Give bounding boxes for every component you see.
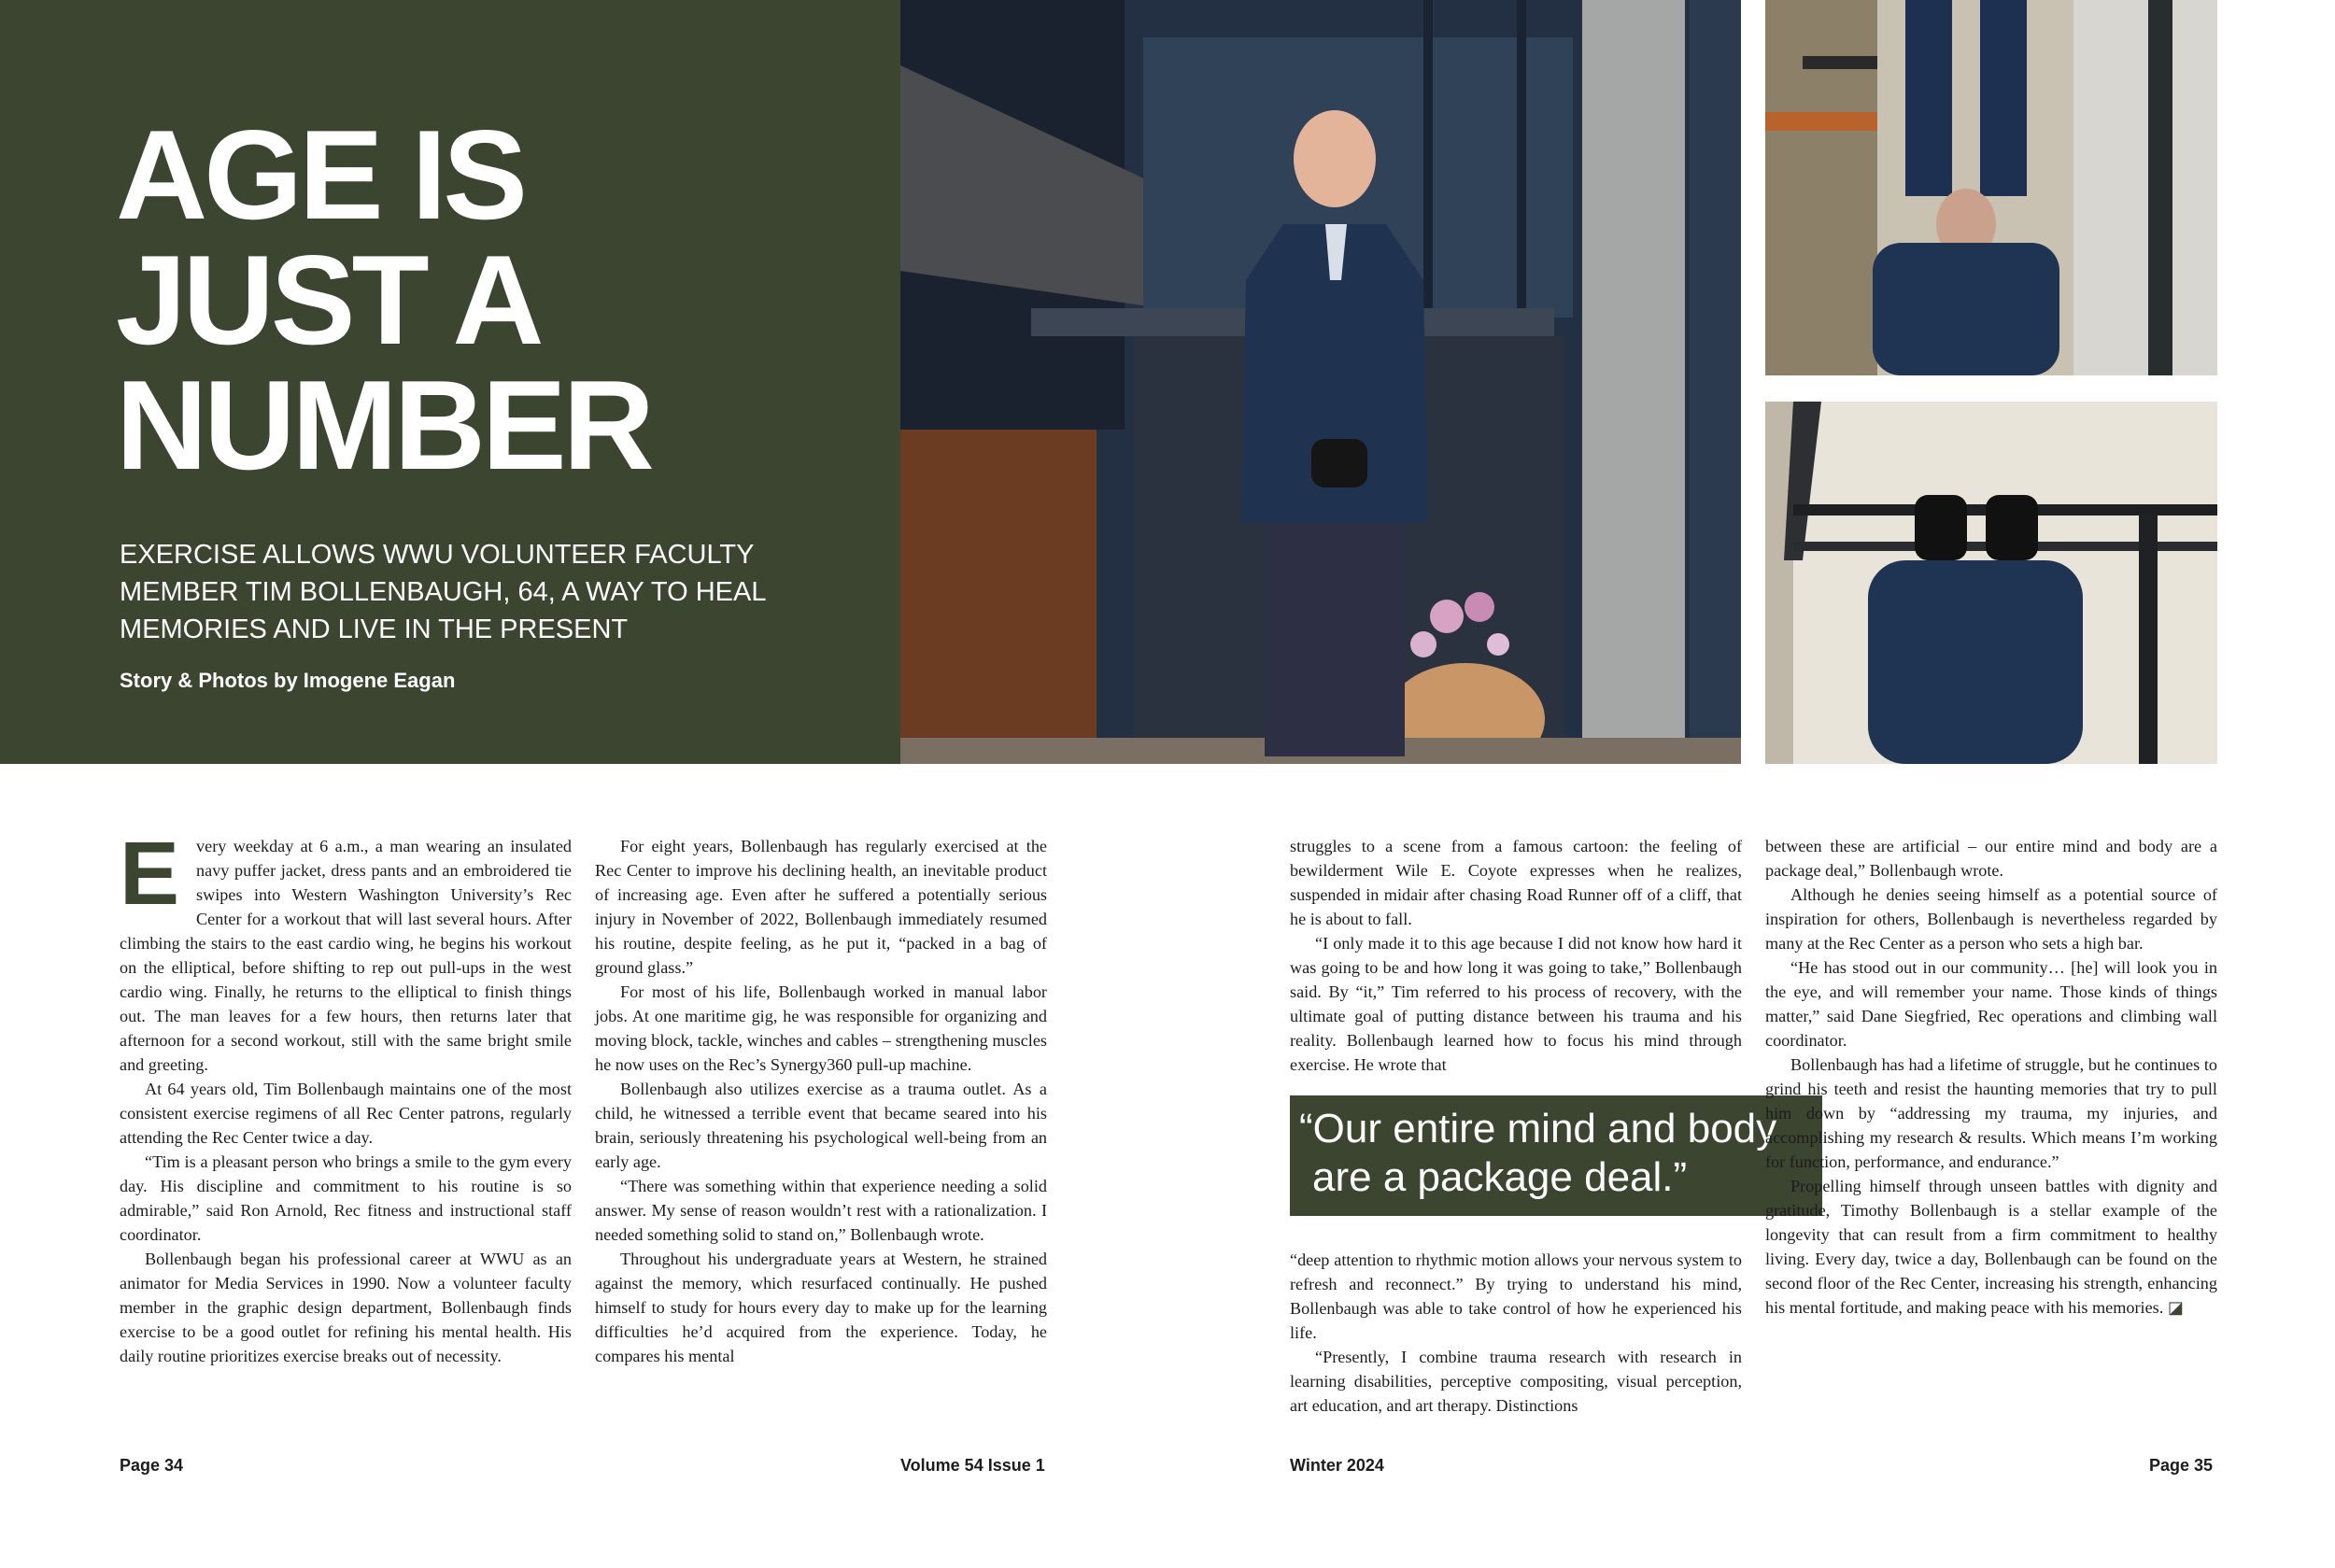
end-mark-icon: ◪	[2167, 1298, 2185, 1317]
pullup-photo-bottom	[1765, 402, 2217, 764]
article-column-2	[595, 834, 1047, 1368]
headline-line-1: AGE IS	[116, 104, 524, 246]
paragraph-final	[1765, 1174, 2217, 1320]
pull-quote-line-1: “Our entire mind and body	[1299, 1106, 1777, 1151]
paragraph: “Presently, I combine trauma research with research in learning disabilities, perceptive compositing, visual perception, art education, and art therapy. Distinctions	[1290, 1348, 1742, 1415]
article-column-1	[120, 824, 572, 1368]
paragraph: Bollenbaugh also utilizes exercise as a trauma outlet. As a child, he witnessed a terrible event that became seared into his brain, seriously threatening his psychological well-being from an early age.	[595, 1080, 1047, 1171]
paragraph: For most of his life, Bollenbaugh worked in manual labor jobs. At one maritime gig, he was responsible for organizing and moving block, tackle, winches and cables – strengthening muscles he now uses on the Rec’s Synergy360 pull-up machine.	[595, 982, 1047, 1074]
byline: Story & Photos by Imogene Eagan	[120, 669, 456, 692]
paragraph: Bollenbaugh began his professional career at WWU as an animator for Media Services in 1990. Now a volunteer faculty member in the graphic design department, Bollenbaugh finds exercise to be a good outlet for refining his mental health. His daily routine prioritizes exercise breaks out of necessity.	[120, 1250, 572, 1365]
paragraph: “He has stood out in our community… [he] will look you in the eye, and will remember your name. Those kinds of things matter,” said Dane Siegfried, Rec operations and climbing wall coordinator.	[1765, 958, 2217, 1050]
pull-quote	[1290, 1095, 1822, 1216]
paragraph: “There was something within that experience needing a solid answer. My sense of reason wouldn’t rest with a rationalization. I needed something solid to stand on,” Bollenbaugh wrote.	[595, 1177, 1047, 1244]
paragraph: between these are artificial – our entire mind and body are a package deal,” Bollenbaugh wrote.	[1765, 837, 2217, 880]
article-column-3-continued	[1290, 1248, 1742, 1418]
paragraph-text: Propelling himself through unseen battles with dignity and gratitude, Timothy Bollenbaugh is a stellar example of the longevity that can result from a firm commitment to healthy living. Every day, twice a day, Bollenbaugh can be found on the second floor of the Rec Center, increasing his strength, enhancing his mental fortitude, and making peace with his memories.	[1765, 1177, 2217, 1317]
paragraph: “deep attention to rhythmic motion allows your nervous system to refresh and reconnect.” By trying to understand his mind, Bollenbaugh was able to take control of how he experienced his life.	[1290, 1250, 1742, 1342]
paragraph: struggles to a scene from a famous cartoon: the feeling of bewilderment Wile E. Coyote expresses when he realizes, suspended in midair after chasing Road Runner off of a cliff, that he is about to fall.	[1290, 837, 1742, 928]
pullup-top-illustration	[1765, 0, 2217, 375]
paragraph: “Tim is a pleasant person who brings a smile to the gym every day. His discipline and commitment to his routine is so admirable,” said Ron Arnold, Rec fitness and instructional staff coordinator.	[120, 1152, 572, 1244]
pullup-bottom-illustration	[1765, 402, 2217, 764]
paragraph: Throughout his undergraduate years at Western, he strained against the memory, which resurfaced continually. He pushed himself to study for hours every day to make up for the learning difficulties he’d acquired from the experience. Today, he compares his mental	[595, 1250, 1047, 1365]
pullup-photo-top	[1765, 0, 2217, 375]
paragraph: “I only made it to this age because I did not know how hard it was going to be and how long it was going to take,” Bollenbaugh said. By “it,” Tim referred to his process of recovery, with the ultimate goal of putting distance between his trauma and his reality. Bollenbaugh learned how to focus his mind through exercise. He wrote that	[1290, 934, 1742, 1074]
page-number-right: Page 35	[2149, 1456, 2214, 1475]
deck-subheadline: EXERCISE ALLOWS WWU VOLUNTEER FACULTY MEMBER TIM BOLLENBAUGH, 64, A WAY TO HEAL MEMORIES AND LIVE IN THE PRESENT	[120, 540, 766, 644]
headline-line-2: JUST A	[116, 229, 541, 371]
issue-season: Winter 2024	[1290, 1456, 1384, 1475]
issue-volume: Volume 54 Issue 1	[900, 1456, 1045, 1475]
page-number-left: Page 34	[120, 1456, 184, 1475]
portrait-illustration	[900, 0, 1741, 764]
article-column-4	[1765, 834, 2217, 1320]
headline	[116, 104, 651, 496]
portrait-photo	[900, 0, 1741, 764]
paragraph: very weekday at 6 a.m., a man wearing an insulated navy puffer jacket, dress pants and an embroidered tie swipes into Western Washington University’s Rec Center for a workout that will last several hours. After climbing the stairs to the east cardio wing, he begins his workout on the elliptical, before shifting to rep out pull-ups in the west cardio wing. Finally, he returns to the elliptical to finish things out. The man leaves for a few hours, then returns later that afternoon for a second workout, still with the same bright smile and greeting.	[120, 837, 572, 1074]
pull-quote-line-2: are a package deal.”	[1312, 1154, 1688, 1200]
article-column-3	[1290, 834, 1742, 1077]
drop-cap: E	[120, 824, 180, 924]
paragraph: For eight years, Bollenbaugh has regularly exercised at the Rec Center to improve his declining health, an inevitable product of increasing age. Even after he suffered a potentially serious injury in November of 2022, Bollenbaugh immediately resumed his routine, despite feeling, as he put it, “packed in a bag of ground glass.”	[595, 837, 1047, 977]
paragraph: Although he denies seeing himself as a potential source of inspiration for others, Bollenbaugh is nevertheless regarded by many at the Rec Center as a person who sets a high bar.	[1765, 885, 2217, 953]
headline-line-3: NUMBER	[116, 354, 651, 496]
paragraph: Bollenbaugh has had a lifetime of struggle, but he continues to grind his teeth and resist the haunting memories that try to pull him down by “addressing my trauma, my injuries, and accomplishing my research & results. Which means I’m working for function, performance, and endurance.”	[1765, 1055, 2217, 1171]
paragraph: At 64 years old, Tim Bollenbaugh maintains one of the most consistent exercise regimens of all Rec Center patrons, regularly attending the Rec Center twice a day.	[120, 1080, 572, 1147]
